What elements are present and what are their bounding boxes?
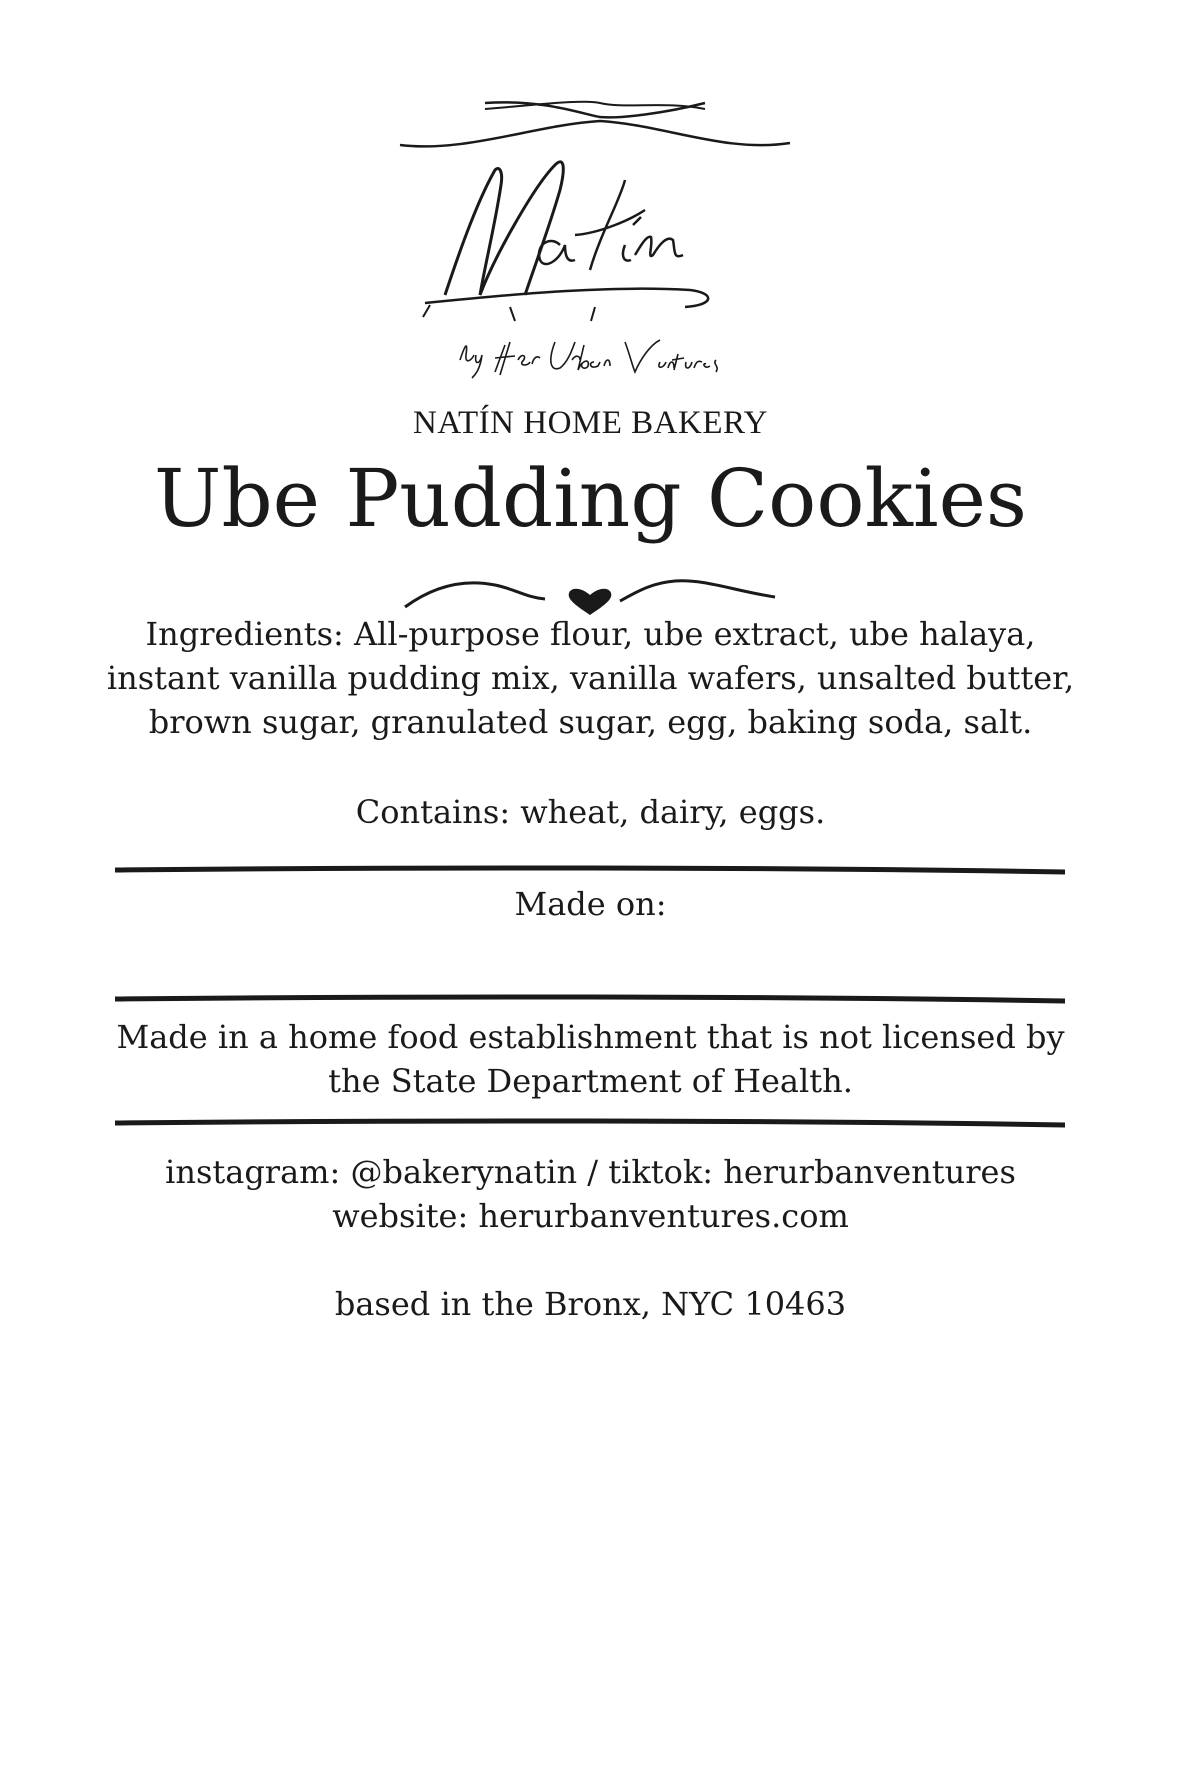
natin-logo bbox=[385, 95, 805, 405]
logo-byline bbox=[460, 340, 717, 378]
divider-rule bbox=[115, 864, 1065, 876]
flourish-right bbox=[620, 581, 775, 601]
ingredients-line: instant vanilla pudding mix, vanilla wafers, unsalted butter, bbox=[106, 659, 1075, 697]
logo-letter-n2 bbox=[635, 237, 683, 257]
social-handles: instagram: @bakerynatin / tiktok: herurbanventures bbox=[165, 1153, 1016, 1191]
logo-underline-ticks bbox=[423, 305, 595, 321]
made-on-label: Made on: bbox=[514, 885, 667, 923]
logo-underline bbox=[425, 289, 708, 307]
license-disclaimer bbox=[100, 1015, 1081, 1103]
website-link: website: herurbanventures.com bbox=[332, 1197, 849, 1235]
divider-rule bbox=[115, 993, 1065, 1005]
logo-letter-a bbox=[539, 241, 575, 264]
divider-rule bbox=[115, 1117, 1065, 1129]
allergen-statement: Contains: wheat, dairy, eggs. bbox=[355, 793, 826, 831]
disclaimer-line: Made in a home food establishment that is not licensed by bbox=[116, 1018, 1065, 1056]
brand-name: NATÍN HOME BAKERY bbox=[413, 405, 768, 441]
social-links bbox=[100, 1150, 1081, 1238]
product-title: Ube Pudding Cookies bbox=[154, 452, 1027, 545]
disclaimer-line: the State Department of Health. bbox=[328, 1062, 853, 1100]
logo-letter-i bbox=[623, 217, 641, 261]
logo-arch bbox=[400, 121, 790, 146]
flourish-left bbox=[405, 583, 545, 607]
logo-letter-n bbox=[445, 162, 563, 295]
ingredients-line: brown sugar, granulated sugar, egg, baking soda, salt. bbox=[148, 703, 1033, 741]
ingredients-line: Ingredients: All-purpose flour, ube extract, ube halaya, bbox=[145, 615, 1036, 653]
location-text: based in the Bronx, NYC 10463 bbox=[334, 1285, 847, 1323]
ingredients-text bbox=[100, 612, 1081, 744]
